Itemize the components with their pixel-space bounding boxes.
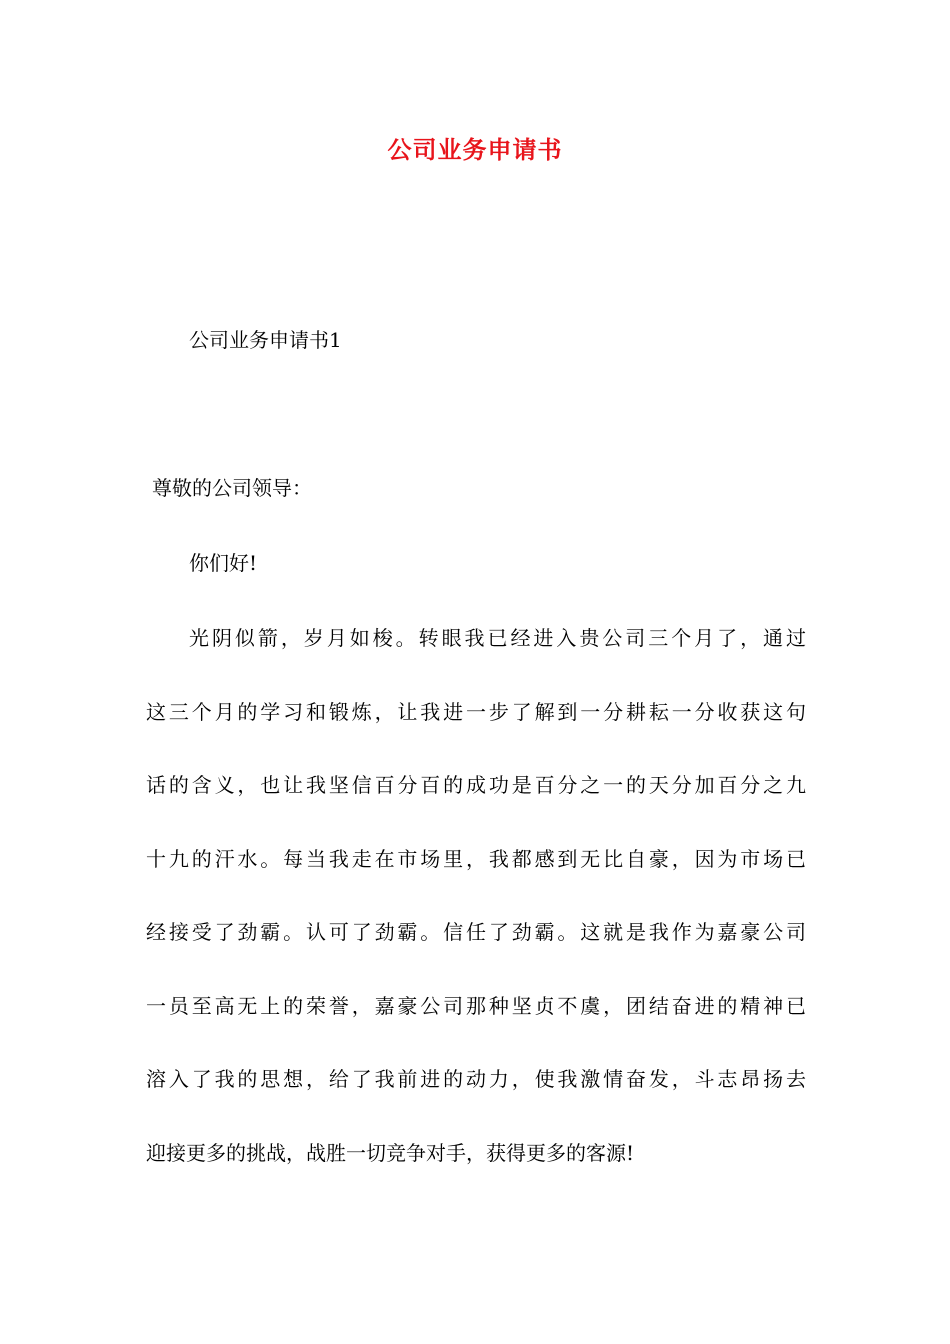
greeting: 你们好! <box>189 551 258 575</box>
salutation: 尊敬的公司领导： <box>152 476 312 500</box>
body-line: 十九的汗水。每当我走在市场里，我都感到无比自豪，因为市场已 <box>146 846 806 871</box>
body-line: 溶入了我的思想，给了我前进的动力，使我激情奋发，斗志昂扬去 <box>146 1067 806 1091</box>
body-line: 光阴似箭，岁月如梭。转眼我已经进入贵公司三个月了，通过 <box>189 626 806 650</box>
body-line: 一员至高无上的荣誉，嘉豪公司那种坚贞不虞，团结奋进的精神已 <box>146 993 806 1018</box>
body-paragraph <box>146 620 806 1208</box>
section-heading: 公司业务申请书1 <box>189 328 342 352</box>
body-line: 这三个月的学习和锻炼，让我进一步了解到一分耕耘一分收获这句 <box>146 699 806 724</box>
body-line: 迎接更多的挑战，战胜一切竞争对手，获得更多的客源! <box>146 1140 635 1165</box>
body-line: 经接受了劲霸。认可了劲霸。信任了劲霸。这就是我作为嘉豪公司 <box>146 920 806 944</box>
document-title: 公司业务申请书 <box>387 135 563 164</box>
body-line: 话的含义，也让我坚信百分百的成功是百分之一的天分加百分之九 <box>146 773 806 797</box>
